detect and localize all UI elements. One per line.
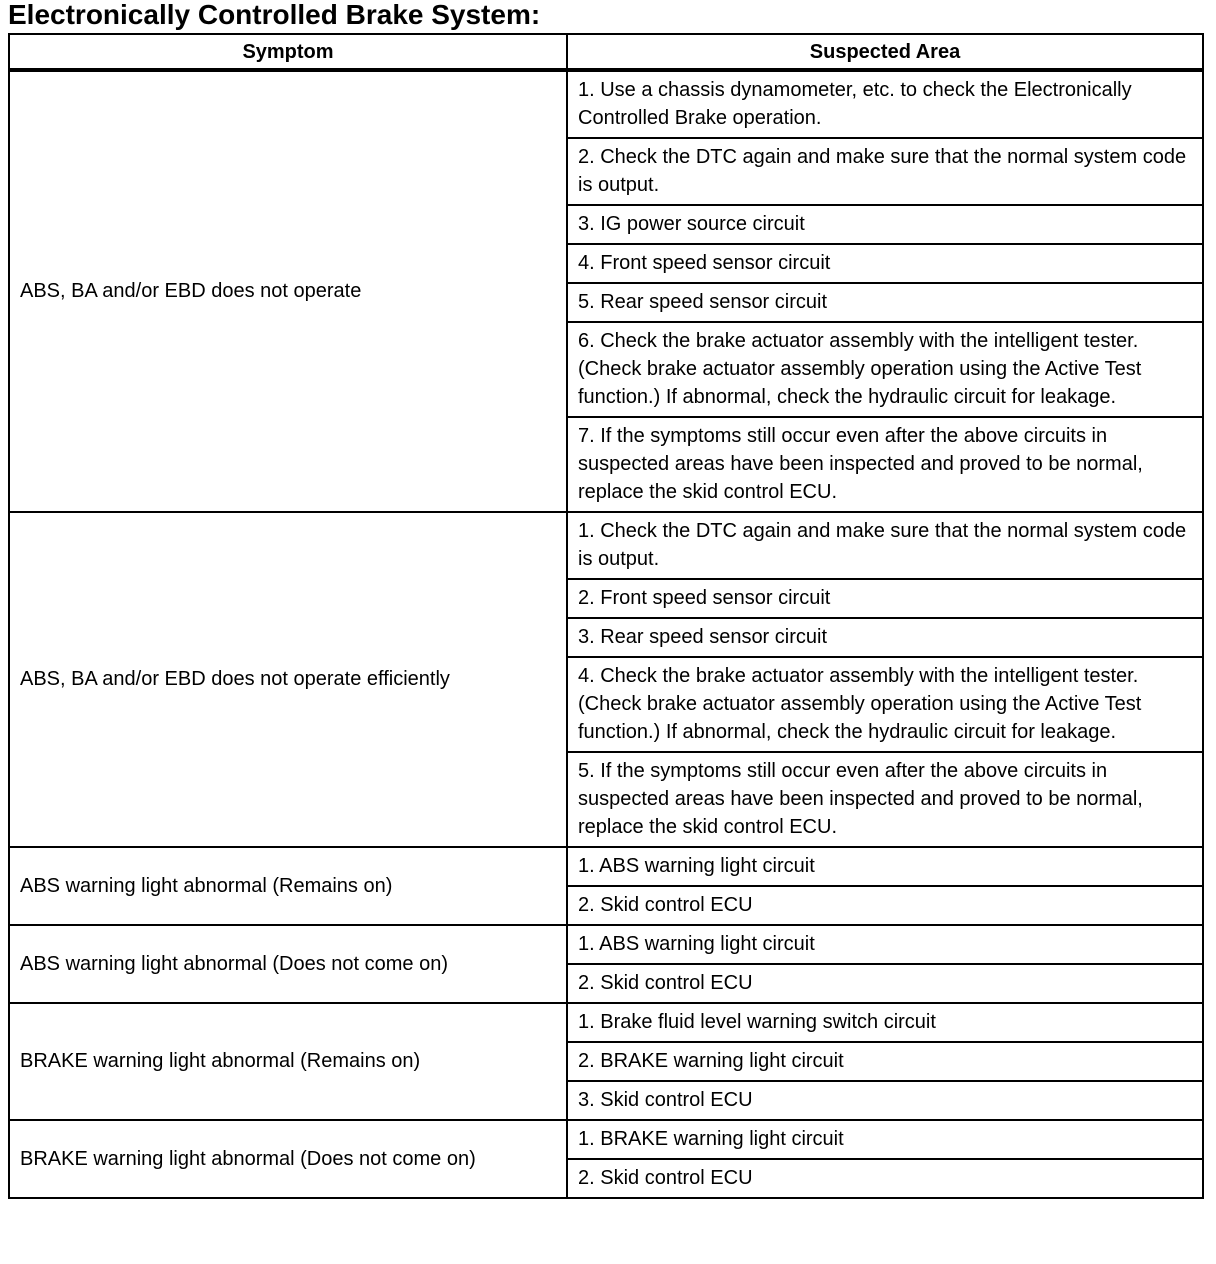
suspected-area-cell: 1. Use a chassis dynamometer, etc. to check the Electronically Controlled Brake operation. [567, 70, 1203, 138]
table-row [9, 512, 1203, 579]
suspected-area-cell: 1. BRAKE warning light circuit [567, 1120, 1203, 1159]
table-row [9, 925, 1203, 964]
suspected-area-cell: 2. Skid control ECU [567, 886, 1203, 925]
suspected-area-cell: 2. Skid control ECU [567, 1159, 1203, 1198]
suspected-area-cell: 1. ABS warning light circuit [567, 925, 1203, 964]
table-row [9, 1120, 1203, 1159]
table-row [9, 1003, 1203, 1042]
table-row [9, 70, 1203, 138]
suspected-area-cell: 5. Rear speed sensor circuit [567, 283, 1203, 322]
suspected-area-cell: 6. Check the brake actuator assembly with the intelligent tester. (Check brake actuator assembly operation using the Active Test function.) If abnormal, check the hydraulic circuit for leakage. [567, 322, 1203, 417]
suspected-area-cell: 4. Check the brake actuator assembly with the intelligent tester. (Check brake actuator assembly operation using the Active Test function.) If abnormal, check the hydraulic circuit for leakage. [567, 657, 1203, 752]
symptom-cell: ABS, BA and/or EBD does not operate efficiently [9, 512, 567, 847]
suspected-area-cell: 5. If the symptoms still occur even after the above circuits in suspected areas have been inspected and proved to be normal, replace the skid control ECU. [567, 752, 1203, 847]
suspected-area-cell: 3. Skid control ECU [567, 1081, 1203, 1120]
suspected-area-cell: 2. Check the DTC again and make sure that the normal system code is output. [567, 138, 1203, 205]
suspected-area-cell: 1. ABS warning light circuit [567, 847, 1203, 886]
suspected-area-cell: 2. Skid control ECU [567, 964, 1203, 1003]
header-row [9, 34, 1203, 70]
suspected-area-cell: 1. Check the DTC again and make sure that the normal system code is output. [567, 512, 1203, 579]
symptom-cell: ABS warning light abnormal (Remains on) [9, 847, 567, 925]
suspected-area-cell: 2. BRAKE warning light circuit [567, 1042, 1203, 1081]
problem-symptoms-table [8, 33, 1204, 1199]
suspected-area-cell: 4. Front speed sensor circuit [567, 244, 1203, 283]
symptom-cell: BRAKE warning light abnormal (Does not come on) [9, 1120, 567, 1198]
table-row [9, 847, 1203, 886]
symptom-cell: ABS warning light abnormal (Does not come on) [9, 925, 567, 1003]
suspected-area-cell: 3. Rear speed sensor circuit [567, 618, 1203, 657]
suspected-area-cell: 2. Front speed sensor circuit [567, 579, 1203, 618]
suspected-area-cell: 7. If the symptoms still occur even after the above circuits in suspected areas have been inspected and proved to be normal, replace the skid control ECU. [567, 417, 1203, 512]
suspected-area-cell: 3. IG power source circuit [567, 205, 1203, 244]
symptom-column-header: Symptom [9, 34, 567, 70]
suspected-area-column-header: Suspected Area [567, 34, 1203, 70]
table-body [9, 70, 1203, 1198]
table-header [9, 34, 1203, 70]
suspected-area-cell: 1. Brake fluid level warning switch circuit [567, 1003, 1203, 1042]
symptom-cell: BRAKE warning light abnormal (Remains on) [9, 1003, 567, 1120]
page-title: Electronically Controlled Brake System: [8, 0, 541, 30]
symptom-cell: ABS, BA and/or EBD does not operate [9, 70, 567, 512]
